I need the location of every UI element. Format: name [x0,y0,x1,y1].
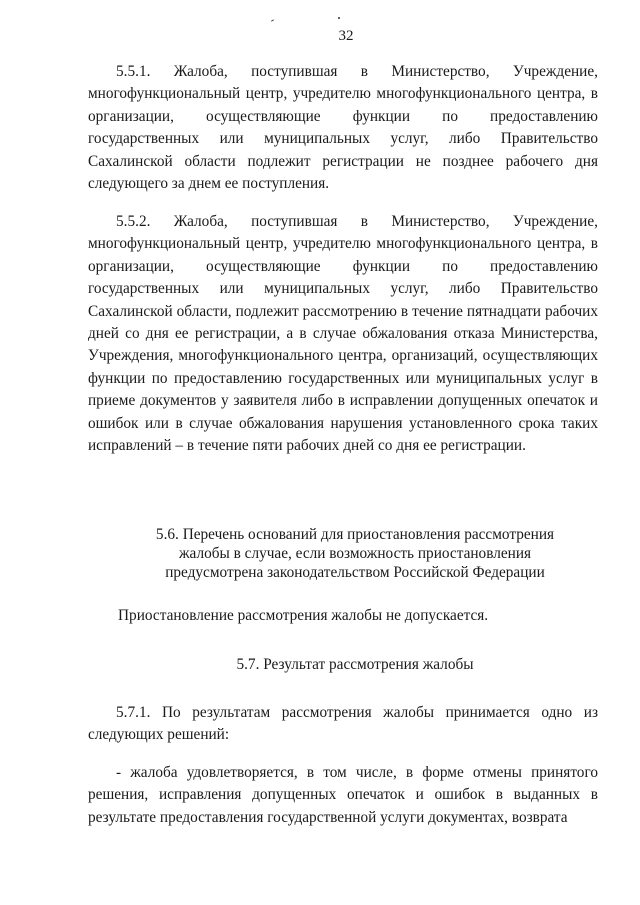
scan-speck [271,19,274,21]
paragraph-text: 5.5.1. Жалоба, поступившая в Министерство, Учреждение, многофункциональный центр, учредителю многофункционального центра, в организации, осуществляющие функции по предоставлению государственных или муниципальных услуг, либо Правительство Сахалинской области подлежит регистрации не позднее рабочего дня следующего за днем ее поступления. [88,63,598,193]
section-heading-5-7: 5.7. Результат рассмотрения жалобы [236,656,474,673]
list-item-text: - жалоба удовлетворяется, в том числе, в форме отмены принятого решения, исправления допущенных опечаток и ошибок в выданных в результате предоставления государственной услуги документах, возврата [88,764,598,826]
page-number: 32 [338,28,354,44]
paragraph-5-6-text: Приостановление рассмотрения жалобы не допускается. [118,607,489,624]
paragraph-text: 5.5.2. Жалоба, поступившая в Министерство, Учреждение, многофункциональный центр, учредителю многофункционального центра, в организации, осуществляющие функции по предоставлению государственных или муниципальных услуг, либо Правительство Сахалинской области, подлежит рассмотрению в течение пятнадцати рабочих дней со дня ее регистрации, а в случае обжалования отказа Министерства, Учреждения, многофункционального центра, организаций, осуществляющих функции по предоставлению государственных или муниципальных услуг в приеме документов у заявителя либо в исправлении допущенных опечаток и ошибок или в случае обжалования нарушения установленного срока таких исправлений – в течение пяти рабочих дней со дня ее регистрации. [88,213,598,455]
paragraph-text: 5.7.1. По результатам рассмотрения жалобы принимается одно из следующих решений: [88,704,598,744]
scan-speck [338,17,340,19]
list-item [88,762,598,829]
heading-line: жалобы в случае, если возможность приостановления [178,545,532,562]
section-heading-5-6 [120,525,590,582]
heading-line: 5.6. Перечень оснований для приостановления рассмотрения [155,526,555,543]
paragraph-5-5-2 [88,211,598,457]
paragraph-5-5-1 [88,61,598,195]
paragraph-5-7-1 [88,702,598,747]
heading-line: предусмотрена законодательством Российской Федерации [165,564,545,581]
